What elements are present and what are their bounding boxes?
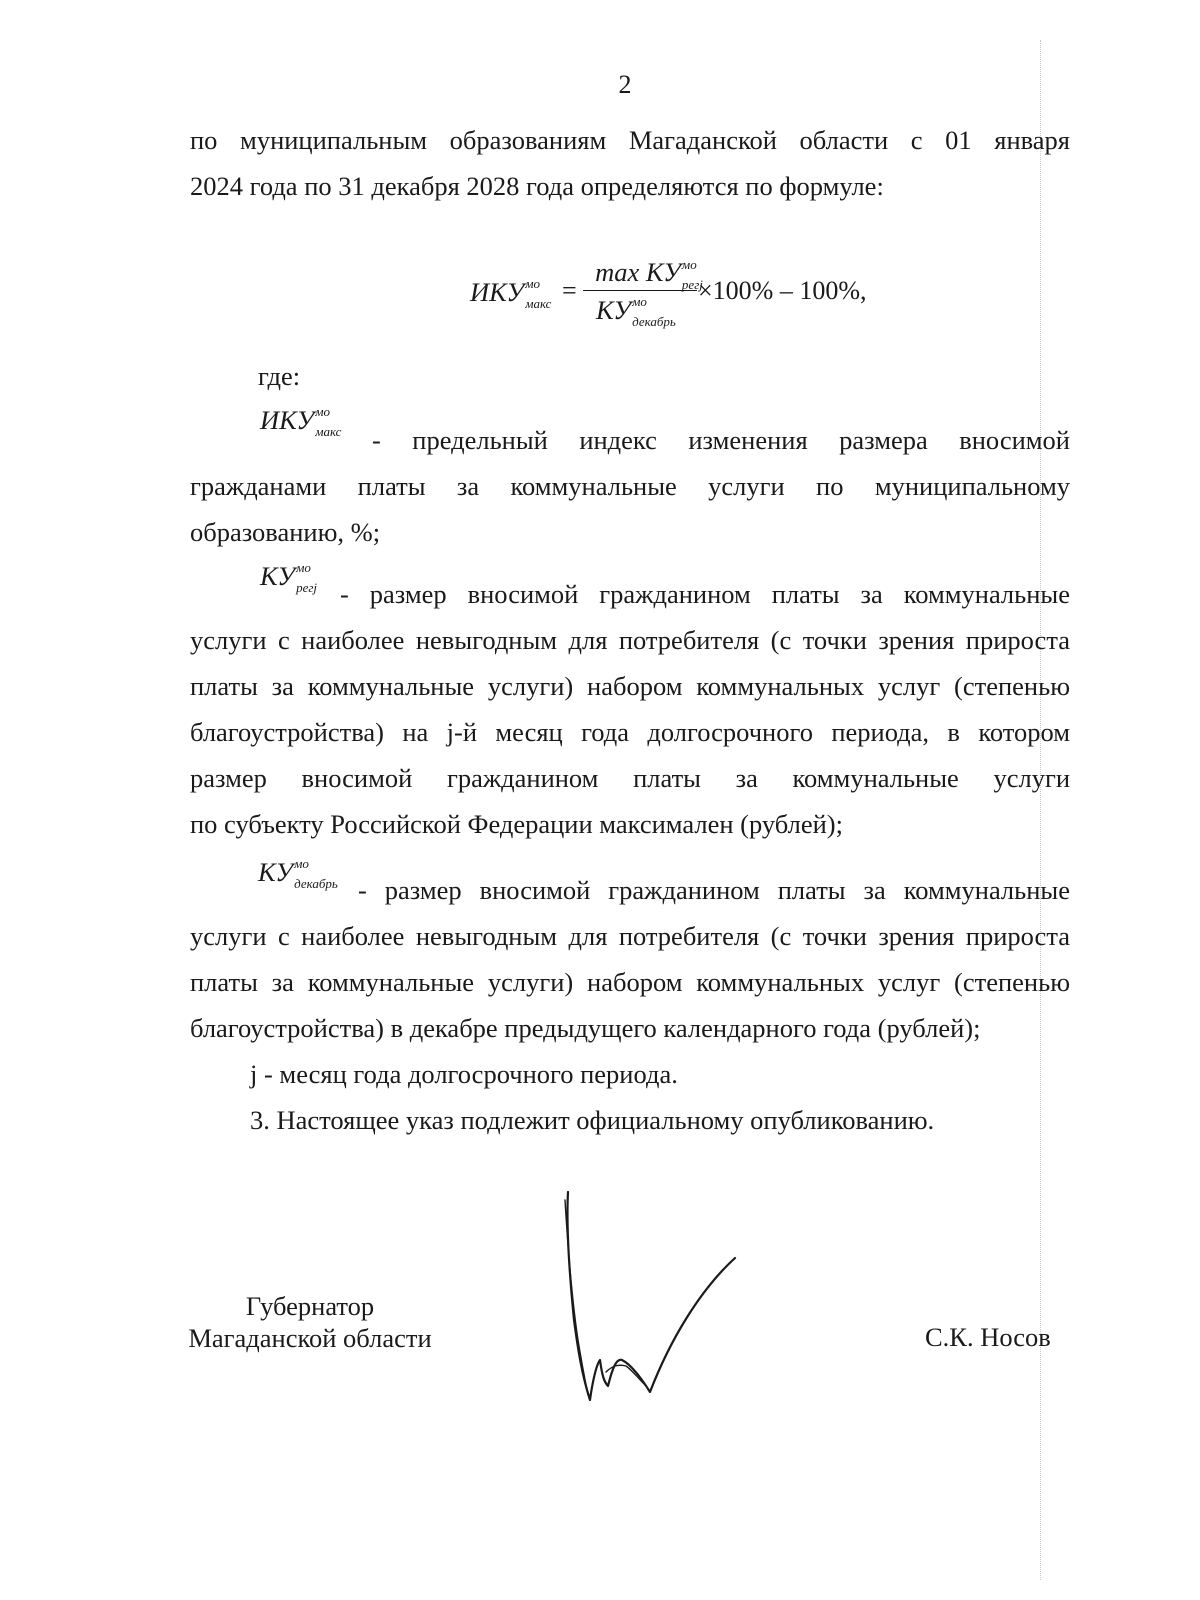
formula-denominator: КУ мо декабрь: [596, 294, 676, 329]
def2-line-4: благоустройства) на j-й месяц года долгосрочного периода, в котором: [190, 717, 1070, 747]
formula-numerator: max КУ мо регj: [595, 257, 703, 292]
signatory-position: [185, 1290, 435, 1354]
intro-line-1: по муниципальным образованиям Магаданской области с 01 января: [190, 125, 1070, 155]
intro-line-2: 2024 года по 31 декабря 2028 года определяются по формуле:: [190, 171, 884, 201]
page-number: 2: [618, 70, 632, 99]
signatory-name: С.К. Носов: [925, 1322, 1051, 1352]
handwritten-signature: [560, 1190, 760, 1410]
def3-line-2: услуги с наиболее невыгодным для потребителя (с точки зрения прироста: [190, 921, 1070, 951]
def1-line-2: гражданами платы за коммунальные услуги по муниципальному: [190, 471, 1070, 501]
def2-line-6: по субъекту Российской Федерации максимален (рублей);: [190, 809, 843, 839]
def3-line-3: платы за коммунальные услуги) набором коммунальных услуг (степенью: [190, 967, 1070, 997]
def2-line-3: платы за коммунальные услуги) набором коммунальных услуг (степенью: [190, 671, 1070, 701]
clause-3: 3. Настоящее указ подлежит официальному опубликованию.: [250, 1105, 935, 1135]
def1-line-3: образованию, %;: [190, 517, 381, 547]
def4-line: j - месяц года долгосрочного периода.: [250, 1059, 678, 1089]
def2-line-1: - размер вносимой гражданином платы за коммунальные: [340, 579, 1070, 609]
where-label: где:: [258, 361, 301, 391]
def2-line-5: размер вносимой гражданином платы за коммунальные услуги: [190, 763, 1070, 793]
signatory-position-line-1: Губернатор: [245, 1291, 375, 1321]
def3-line-1: - размер вносимой гражданином платы за коммунальные: [358, 875, 1070, 905]
def3-line-4: благоустройства) в декабре предыдущего календарного года (рублей);: [190, 1013, 981, 1043]
def3-symbol: КУ мо декабрь: [258, 856, 338, 891]
signatory-position-line-2: Магаданской области: [188, 1323, 432, 1353]
formula-lhs: ИКУ мо макс: [470, 276, 552, 311]
def2-symbol: КУ мо регj: [260, 560, 318, 595]
formula-equals: =: [562, 276, 577, 305]
def2-line-2: услуги с наиболее невыгодным для потребителя (с точки зрения прироста: [190, 625, 1070, 655]
formula-rhs: ×100% – 100%,: [698, 276, 867, 305]
def1-symbol: ИКУ мо макс: [260, 404, 342, 439]
formula: [470, 250, 890, 330]
def1-line-1: - предельный индекс изменения размера вносимой: [372, 425, 1070, 455]
